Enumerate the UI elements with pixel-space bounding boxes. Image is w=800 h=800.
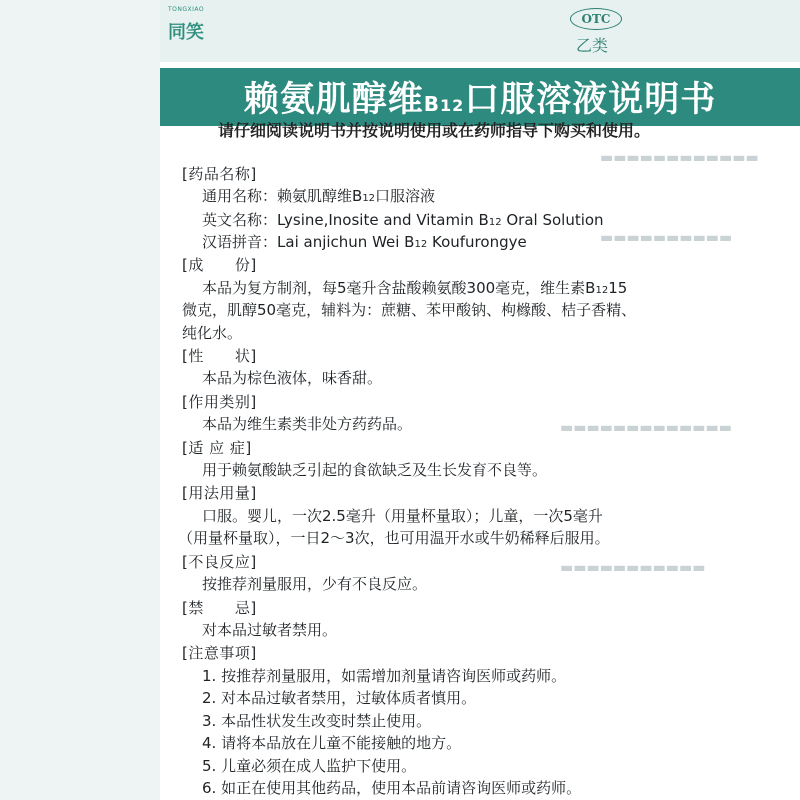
composition-line-1-pre: 本品为复方制剂，每5毫升含盐酸赖氨酸300毫克，维生素B xyxy=(202,278,596,297)
title-text-post: 口服溶液说明书 xyxy=(464,80,717,120)
brand-logo xyxy=(168,6,228,50)
precaution-item: 6. 如正在使用其他药品，使用本品前请咨询医师或药师。 xyxy=(202,778,582,797)
brand-name: 同笑 xyxy=(168,22,204,43)
precaution-item: 3. 本品性状发生改变时禁止使用。 xyxy=(202,711,432,730)
brand-romanized: TONGXIAO xyxy=(168,6,205,13)
title-vitamin-sub: 12 xyxy=(439,96,465,115)
pinyin-name-label: 汉语拼音： xyxy=(202,232,278,251)
show-through-text: ▬▬▬▬▬▬▬▬▬▬▬▬ xyxy=(600,150,759,166)
english-name-label: 英文名称： xyxy=(202,210,278,229)
composition-line-1-sub: 12 xyxy=(595,284,609,296)
show-through-text: ▬▬▬▬▬▬▬▬▬▬ xyxy=(600,230,733,246)
otc-badge: OTC xyxy=(570,8,622,30)
generic-name-label: 通用名称： xyxy=(202,187,278,206)
indication-text: 用于赖氨酸缺乏引起的食欲缺乏及生长发育不良等。 xyxy=(202,461,548,480)
generic-name-post: 口服溶液 xyxy=(375,187,436,206)
header-strip xyxy=(160,0,800,62)
contraindication-text: 对本品过敏者禁用。 xyxy=(202,620,338,639)
section-heading-precautions: [注意事项] xyxy=(182,644,257,663)
section-heading-name: [药品名称] xyxy=(182,164,257,183)
composition-line-1-post: 15 xyxy=(608,278,628,297)
precaution-item: 5. 儿童必须在成人监护下使用。 xyxy=(202,756,417,775)
pinyin-name-sub: 12 xyxy=(414,238,428,250)
section-heading-category: [作用类别] xyxy=(182,392,257,411)
composition-line-3: 纯化水。 xyxy=(182,323,243,342)
dosage-line-2: （用量杯量取），一日2～3次，也可用温开水或牛奶稀释后服用。 xyxy=(178,529,610,548)
section-heading-contraindication: [禁 忌] xyxy=(182,598,257,617)
background-edge xyxy=(0,0,160,800)
show-through-text: ▬▬▬▬▬▬▬▬▬▬▬ xyxy=(560,560,706,576)
composition-line-2: 微克，肌醇50毫克，辅料为：蔗糖、苯甲酸钠、枸橼酸、桔子香精、 xyxy=(182,301,637,320)
category-text: 本品为维生素类非处方药药品。 xyxy=(202,415,413,434)
section-heading-indication: [适 应 症] xyxy=(182,438,252,457)
show-through-text: ▬▬▬▬▬▬▬▬▬▬▬▬▬ xyxy=(560,420,732,436)
adverse-text: 按推荐剂量服用，少有不良反应。 xyxy=(202,575,428,594)
document-title xyxy=(244,72,717,122)
pinyin-name-post: Koufurongye xyxy=(427,232,527,251)
pinyin-name-pre: Lai anjichun Wei B xyxy=(277,232,415,251)
pinyin-name-row xyxy=(202,231,527,252)
generic-name-row xyxy=(202,185,435,206)
precaution-item: 4. 请将本品放在儿童不能接触的地方。 xyxy=(202,734,462,753)
composition-line-1 xyxy=(202,277,627,298)
generic-name-pre: 赖氨肌醇维B xyxy=(277,187,363,206)
section-heading-composition: [成 份] xyxy=(182,256,257,275)
precaution-item: 2. 对本品过敏者禁用，过敏体质者慎用。 xyxy=(202,689,477,708)
section-heading-character: [性 状] xyxy=(182,347,257,365)
character-text: 本品为棕色液体，味香甜。 xyxy=(202,369,383,388)
section-heading-adverse: [不良反应] xyxy=(182,552,257,571)
title-text-pre: 赖氨肌醇维 xyxy=(243,80,424,120)
section-heading-dosage: [用法用量] xyxy=(182,484,257,503)
precaution-item: 1. 按推荐剂量服用，如需增加剂量请咨询医师或药师。 xyxy=(202,666,567,685)
english-name-row xyxy=(202,209,604,230)
dosage-line-1: 口服。婴儿，一次2.5毫升（用量杯量取）；儿童，一次5毫升 xyxy=(202,506,603,525)
english-name-sub: 12 xyxy=(488,216,502,228)
usage-notice: 请仔细阅读说明书并按说明使用或在药师指导下购买和使用。 xyxy=(218,121,651,140)
otc-class-label: 乙类 xyxy=(576,36,609,55)
english-name-pre: Lysine,Inosite and Vitamin B xyxy=(277,210,489,229)
english-name-post: Oral Solution xyxy=(501,210,604,229)
generic-name-sub: 12 xyxy=(362,193,376,205)
title-vitamin-letter: B xyxy=(423,92,440,116)
